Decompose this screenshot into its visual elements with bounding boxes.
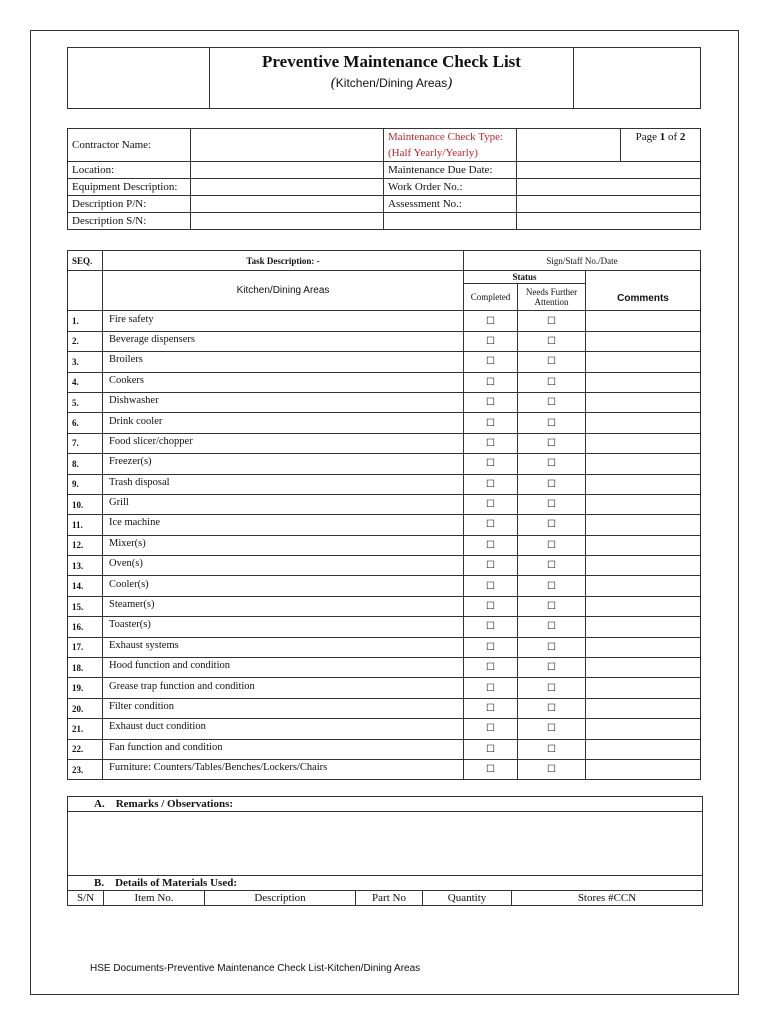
comments-field[interactable] bbox=[586, 311, 701, 331]
completed-checkbox[interactable] bbox=[464, 454, 518, 474]
needs-attention-checkbox[interactable] bbox=[518, 617, 586, 637]
task-rows bbox=[68, 311, 701, 780]
page-title: Preventive Maintenance Check List bbox=[262, 52, 521, 71]
row-item: Exhaust systems bbox=[103, 637, 464, 657]
checkbox-icon[interactable]: ☐ bbox=[547, 560, 556, 572]
seq-blank-header bbox=[68, 271, 103, 311]
comments-field[interactable] bbox=[586, 352, 701, 372]
table-row bbox=[68, 556, 701, 576]
title-cell bbox=[210, 48, 574, 109]
needs-attention-checkbox[interactable] bbox=[518, 433, 586, 453]
table-row bbox=[68, 637, 701, 657]
comments-field[interactable] bbox=[586, 515, 701, 535]
needs-attention-checkbox[interactable] bbox=[518, 576, 586, 596]
row-seq: 3. bbox=[68, 352, 103, 372]
row-item: Hood function and condition bbox=[103, 658, 464, 678]
remarks-table bbox=[67, 796, 703, 906]
comments-field[interactable] bbox=[586, 331, 701, 351]
checkbox-icon[interactable]: ☐ bbox=[547, 621, 556, 633]
completed-checkbox[interactable] bbox=[464, 372, 518, 392]
row-seq: 8. bbox=[68, 454, 103, 474]
row-seq: 4. bbox=[68, 372, 103, 392]
checkbox-icon[interactable]: ☐ bbox=[486, 723, 495, 735]
checkbox-icon[interactable]: ☐ bbox=[547, 764, 556, 776]
completed-checkbox[interactable] bbox=[464, 596, 518, 616]
needs-attention-checkbox[interactable] bbox=[518, 392, 586, 412]
row-seq: 21. bbox=[68, 719, 103, 739]
completed-checkbox[interactable] bbox=[464, 352, 518, 372]
table-row bbox=[68, 739, 701, 759]
table-row bbox=[68, 474, 701, 494]
checkbox-icon[interactable]: ☐ bbox=[486, 621, 495, 633]
needs-attention-checkbox[interactable] bbox=[518, 331, 586, 351]
table-row bbox=[68, 515, 701, 535]
checkbox-icon[interactable]: ☐ bbox=[547, 641, 556, 653]
row-seq: 18. bbox=[68, 658, 103, 678]
needs-attention-checkbox[interactable] bbox=[518, 454, 586, 474]
row-seq: 22. bbox=[68, 739, 103, 759]
checkbox-icon[interactable]: ☐ bbox=[547, 682, 556, 694]
row-item: Broilers bbox=[103, 352, 464, 372]
checkbox-icon[interactable]: ☐ bbox=[486, 376, 495, 388]
area-header: Kitchen/Dining Areas bbox=[103, 271, 464, 311]
row-seq: 9. bbox=[68, 474, 103, 494]
row-item: Exhaust duct condition bbox=[103, 719, 464, 739]
needs-attention-checkbox[interactable] bbox=[518, 413, 586, 433]
comments-field[interactable] bbox=[586, 719, 701, 739]
sign-staff-date-header: Sign/Staff No./Date bbox=[464, 251, 701, 271]
row-seq: 14. bbox=[68, 576, 103, 596]
needs-further-attention-header: Needs Further Attention bbox=[518, 284, 586, 311]
comments-field[interactable] bbox=[586, 392, 701, 412]
row-seq: 7. bbox=[68, 433, 103, 453]
title-box bbox=[67, 47, 701, 109]
table-row bbox=[68, 494, 701, 514]
info-table bbox=[67, 128, 701, 230]
table-row bbox=[68, 658, 701, 678]
needs-attention-checkbox[interactable] bbox=[518, 759, 586, 779]
remarks-field[interactable] bbox=[68, 812, 703, 876]
checkbox-icon[interactable]: ☐ bbox=[486, 315, 495, 327]
row-item: Toaster(s) bbox=[103, 617, 464, 637]
comments-field[interactable] bbox=[586, 658, 701, 678]
needs-attention-checkbox[interactable] bbox=[518, 719, 586, 739]
maintenance-due-date-field[interactable] bbox=[517, 162, 701, 179]
checkbox-icon[interactable]: ☐ bbox=[486, 560, 495, 572]
location-label: Location: bbox=[68, 162, 191, 179]
needs-attention-checkbox[interactable] bbox=[518, 658, 586, 678]
table-row bbox=[68, 759, 701, 779]
table-row bbox=[68, 413, 701, 433]
completed-checkbox[interactable] bbox=[464, 617, 518, 637]
checkbox-icon[interactable]: ☐ bbox=[486, 539, 495, 551]
needs-attention-checkbox[interactable] bbox=[518, 637, 586, 657]
needs-attention-checkbox[interactable] bbox=[518, 698, 586, 718]
checkbox-icon[interactable]: ☐ bbox=[486, 662, 495, 674]
task-description-header: Task Description: - bbox=[103, 251, 464, 271]
completed-checkbox[interactable] bbox=[464, 413, 518, 433]
row-item: Filter condition bbox=[103, 698, 464, 718]
checkbox-icon[interactable]: ☐ bbox=[547, 703, 556, 714]
maintenance-due-date-label: Maintenance Due Date: bbox=[384, 162, 517, 179]
needs-attention-checkbox[interactable] bbox=[518, 474, 586, 494]
checkbox-icon[interactable]: ☐ bbox=[486, 580, 495, 592]
row-item: Ice machine bbox=[103, 515, 464, 535]
row-seq: 11. bbox=[68, 515, 103, 535]
checkbox-icon[interactable]: ☐ bbox=[547, 723, 556, 735]
checkbox-icon[interactable]: ☐ bbox=[486, 437, 495, 449]
completed-checkbox[interactable] bbox=[464, 759, 518, 779]
completed-checkbox[interactable] bbox=[464, 739, 518, 759]
row-item: Food slicer/chopper bbox=[103, 433, 464, 453]
comments-field[interactable] bbox=[586, 372, 701, 392]
maintenance-check-type-label: Maintenance Check Type: (Half Yearly/Yearly) bbox=[384, 129, 517, 162]
table-row bbox=[68, 535, 701, 555]
table-row bbox=[68, 719, 701, 739]
empty-field-cell bbox=[517, 213, 701, 230]
row-seq: 13. bbox=[68, 556, 103, 576]
row-item: Mixer(s) bbox=[103, 535, 464, 555]
row-item: Drink cooler bbox=[103, 413, 464, 433]
needs-attention-checkbox[interactable] bbox=[518, 556, 586, 576]
assessment-no-label: Assessment No.: bbox=[384, 196, 517, 213]
completed-checkbox[interactable] bbox=[464, 698, 518, 718]
needs-attention-checkbox[interactable] bbox=[518, 739, 586, 759]
location-field[interactable] bbox=[191, 162, 384, 179]
row-seq: 15. bbox=[68, 596, 103, 616]
checkbox-icon[interactable]: ☐ bbox=[486, 519, 495, 531]
page-subtitle: (Kitchen/Dining Areas) bbox=[330, 75, 453, 91]
checkbox-icon[interactable]: ☐ bbox=[547, 601, 556, 613]
row-item: Steamer(s) bbox=[103, 596, 464, 616]
comments-field[interactable] bbox=[586, 556, 701, 576]
checkbox-icon[interactable]: ☐ bbox=[486, 397, 495, 409]
table-row bbox=[68, 698, 701, 718]
checkbox-icon[interactable]: ☐ bbox=[547, 315, 556, 327]
checkbox-icon[interactable]: ☐ bbox=[547, 335, 556, 347]
row-seq: 2. bbox=[68, 331, 103, 351]
row-seq: 6. bbox=[68, 413, 103, 433]
work-order-no-field[interactable] bbox=[517, 179, 701, 196]
checkbox-icon[interactable]: ☐ bbox=[486, 478, 495, 490]
col-sn: S/N bbox=[68, 891, 104, 906]
row-item: Fire safety bbox=[103, 311, 464, 331]
completed-checkbox[interactable] bbox=[464, 535, 518, 555]
row-seq: 16. bbox=[68, 617, 103, 637]
work-order-no-label: Work Order No.: bbox=[384, 179, 517, 196]
comments-field[interactable] bbox=[586, 596, 701, 616]
comments-field[interactable] bbox=[586, 474, 701, 494]
col-part-no: Part No bbox=[356, 891, 423, 906]
comments-field[interactable] bbox=[586, 698, 701, 718]
checkbox-icon[interactable]: ☐ bbox=[547, 417, 556, 429]
table-row bbox=[68, 352, 701, 372]
checkbox-icon[interactable]: ☐ bbox=[547, 458, 556, 470]
row-seq: 12. bbox=[68, 535, 103, 555]
status-header: Status bbox=[464, 271, 586, 284]
description-pn-label: Description P/N: bbox=[68, 196, 191, 213]
table-row bbox=[68, 617, 701, 637]
comments-field[interactable] bbox=[586, 454, 701, 474]
needs-attention-checkbox[interactable] bbox=[518, 515, 586, 535]
needs-attention-checkbox[interactable] bbox=[518, 372, 586, 392]
needs-attention-checkbox[interactable] bbox=[518, 596, 586, 616]
completed-checkbox[interactable] bbox=[464, 678, 518, 698]
description-sn-label: Description S/N: bbox=[68, 213, 191, 230]
row-seq: 10. bbox=[68, 494, 103, 514]
completed-checkbox[interactable] bbox=[464, 474, 518, 494]
completed-checkbox[interactable] bbox=[464, 637, 518, 657]
needs-attention-checkbox[interactable] bbox=[518, 494, 586, 514]
completed-checkbox[interactable] bbox=[464, 556, 518, 576]
completed-checkbox[interactable] bbox=[464, 392, 518, 412]
comments-field[interactable] bbox=[586, 494, 701, 514]
row-item: Grill bbox=[103, 494, 464, 514]
table-row bbox=[68, 433, 701, 453]
checkbox-icon[interactable]: ☐ bbox=[486, 641, 495, 653]
completed-checkbox[interactable] bbox=[464, 515, 518, 535]
checkbox-icon[interactable]: ☐ bbox=[547, 499, 556, 511]
description-pn-field[interactable] bbox=[191, 196, 384, 213]
comments-field[interactable] bbox=[586, 576, 701, 596]
completed-checkbox[interactable] bbox=[464, 576, 518, 596]
checkbox-icon[interactable]: ☐ bbox=[547, 397, 556, 409]
comments-field[interactable] bbox=[586, 739, 701, 759]
table-row bbox=[68, 372, 701, 392]
col-stores-ccn: Stores #CCN bbox=[512, 891, 703, 906]
table-row bbox=[68, 596, 701, 616]
checkbox-icon[interactable]: ☐ bbox=[486, 335, 495, 347]
checkbox-icon[interactable]: ☐ bbox=[547, 376, 556, 388]
table-row bbox=[68, 576, 701, 596]
equipment-description-label: Equipment Description: bbox=[68, 179, 191, 196]
needs-attention-checkbox[interactable] bbox=[518, 678, 586, 698]
table-row bbox=[68, 392, 701, 412]
row-item: Fan function and condition bbox=[103, 739, 464, 759]
assessment-no-field[interactable] bbox=[517, 196, 701, 213]
comments-header: Comments bbox=[586, 271, 701, 311]
checkbox-icon[interactable]: ☐ bbox=[547, 580, 556, 592]
comments-field[interactable] bbox=[586, 637, 701, 657]
checkbox-icon[interactable]: ☐ bbox=[547, 356, 556, 368]
maintenance-check-type-field[interactable] bbox=[517, 129, 621, 162]
row-seq: 5. bbox=[68, 392, 103, 412]
materials-heading: B. Details of Materials Used: bbox=[68, 876, 703, 891]
row-item: Oven(s) bbox=[103, 556, 464, 576]
completed-checkbox[interactable] bbox=[464, 433, 518, 453]
col-item-no: Item No. bbox=[104, 891, 205, 906]
row-item: Grease trap function and condition bbox=[103, 678, 464, 698]
comments-field[interactable] bbox=[586, 535, 701, 555]
completed-checkbox[interactable] bbox=[464, 331, 518, 351]
row-seq: 20. bbox=[68, 698, 103, 718]
comments-field[interactable] bbox=[586, 678, 701, 698]
row-item: Cooler(s) bbox=[103, 576, 464, 596]
row-item: Freezer(s) bbox=[103, 454, 464, 474]
table-row bbox=[68, 454, 701, 474]
checkbox-icon[interactable]: ☐ bbox=[486, 499, 495, 511]
completed-checkbox[interactable] bbox=[464, 658, 518, 678]
checkbox-icon[interactable]: ☐ bbox=[547, 519, 556, 531]
checkbox-icon[interactable]: ☐ bbox=[547, 743, 556, 755]
checkbox-icon[interactable]: ☐ bbox=[486, 458, 495, 470]
row-seq: 23. bbox=[68, 759, 103, 779]
needs-attention-checkbox[interactable] bbox=[518, 352, 586, 372]
row-item: Cookers bbox=[103, 372, 464, 392]
checkbox-icon[interactable]: ☐ bbox=[547, 539, 556, 551]
logo-cell-right bbox=[574, 48, 701, 109]
equipment-description-field[interactable] bbox=[191, 179, 384, 196]
completed-checkbox[interactable] bbox=[464, 494, 518, 514]
row-seq: 17. bbox=[68, 637, 103, 657]
completed-checkbox[interactable] bbox=[464, 311, 518, 331]
col-quantity: Quantity bbox=[423, 891, 512, 906]
checkbox-icon[interactable]: ☐ bbox=[547, 478, 556, 490]
checkbox-icon[interactable]: ☐ bbox=[486, 356, 495, 368]
row-seq: 19. bbox=[68, 678, 103, 698]
row-item: Beverage dispensers bbox=[103, 331, 464, 351]
seq-header: SEQ. bbox=[68, 251, 103, 271]
logo-cell-left bbox=[68, 48, 210, 109]
row-seq: 1. bbox=[68, 311, 103, 331]
checkbox-icon[interactable]: ☐ bbox=[486, 682, 495, 694]
remarks-heading: A. Remarks / Observations: bbox=[68, 797, 703, 812]
table-row bbox=[68, 678, 701, 698]
checkbox-icon[interactable]: ☐ bbox=[486, 601, 495, 613]
contractor-name-field[interactable] bbox=[191, 129, 384, 162]
comments-field[interactable] bbox=[586, 617, 701, 637]
col-description: Description bbox=[205, 891, 356, 906]
comments-field[interactable] bbox=[586, 413, 701, 433]
row-item: Furniture: Counters/Tables/Benches/Lockers/Chairs bbox=[103, 759, 464, 779]
table-row bbox=[68, 311, 701, 331]
comments-field[interactable] bbox=[586, 433, 701, 453]
row-item: Dishwasher bbox=[103, 392, 464, 412]
page-number: Page 1 of 2 bbox=[621, 129, 701, 162]
needs-attention-checkbox[interactable] bbox=[518, 311, 586, 331]
completed-header: Completed bbox=[464, 284, 518, 311]
completed-checkbox[interactable] bbox=[464, 719, 518, 739]
checkbox-icon[interactable]: ☐ bbox=[486, 417, 495, 429]
task-table bbox=[67, 250, 701, 780]
description-sn-field[interactable] bbox=[191, 213, 384, 230]
checkbox-icon[interactable]: ☐ bbox=[547, 662, 556, 674]
checkbox-icon[interactable]: ☐ bbox=[486, 743, 495, 755]
page-footer: HSE Documents-Preventive Maintenance Check List-Kitchen/Dining Areas bbox=[90, 963, 421, 974]
checkbox-icon[interactable]: ☐ bbox=[486, 703, 495, 714]
row-item: Trash disposal bbox=[103, 474, 464, 494]
empty-label-cell bbox=[384, 213, 517, 230]
contractor-name-label: Contractor Name: bbox=[68, 129, 191, 162]
needs-attention-checkbox[interactable] bbox=[518, 535, 586, 555]
checkbox-icon[interactable]: ☐ bbox=[486, 764, 495, 776]
comments-field[interactable] bbox=[586, 759, 701, 779]
table-row bbox=[68, 331, 701, 351]
checkbox-icon[interactable]: ☐ bbox=[547, 437, 556, 449]
